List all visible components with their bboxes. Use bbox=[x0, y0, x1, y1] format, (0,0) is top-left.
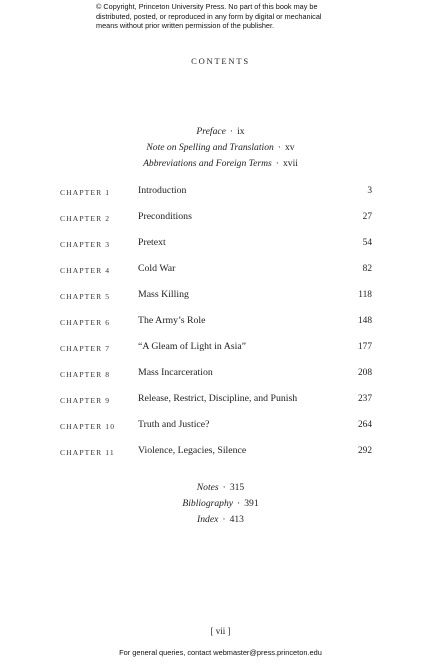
chapter-title: Release, Restrict, Discipline, and Punish bbox=[138, 393, 298, 404]
chapter-label: CHAPTER 6 bbox=[60, 318, 111, 327]
front-matter-title: Note on Spelling and Translation bbox=[146, 142, 274, 153]
chapter-row[interactable] bbox=[0, 211, 441, 237]
chapter-title: Mass Killing bbox=[138, 289, 189, 300]
chapter-title: Violence, Legacies, Silence bbox=[138, 445, 247, 456]
separator-dot: · bbox=[275, 158, 279, 169]
chapter-title: Truth and Justice? bbox=[138, 419, 210, 430]
chapter-label: CHAPTER 10 bbox=[60, 422, 116, 431]
chapter-title: Pretext bbox=[138, 237, 166, 248]
copyright-line: © Copyright, Princeton University Press. No part of this book may be bbox=[96, 2, 318, 11]
chapter-page: 148 bbox=[357, 316, 372, 326]
back-matter-title: Index bbox=[197, 514, 219, 525]
back-matter-item[interactable] bbox=[0, 496, 441, 512]
back-matter-page: 391 bbox=[244, 498, 259, 509]
chapter-row[interactable] bbox=[0, 185, 441, 211]
front-matter-title: Preface bbox=[196, 126, 226, 137]
chapter-row[interactable] bbox=[0, 263, 441, 289]
chapter-label: CHAPTER 7 bbox=[60, 344, 111, 353]
chapter-row[interactable] bbox=[0, 393, 441, 419]
chapter-page: 3 bbox=[367, 186, 372, 196]
chapter-page: 237 bbox=[357, 394, 372, 404]
separator-dot: · bbox=[222, 482, 226, 493]
front-matter-page: ix bbox=[237, 126, 245, 137]
back-matter-item[interactable] bbox=[0, 512, 441, 528]
footer-contact: For general queries, contact webmaster@press.princeton.edu bbox=[119, 648, 322, 657]
chapter-title: Cold War bbox=[138, 263, 176, 274]
chapter-row[interactable] bbox=[0, 367, 441, 393]
front-matter-item[interactable] bbox=[0, 156, 441, 172]
front-matter-list bbox=[0, 124, 441, 172]
separator-dot: · bbox=[229, 126, 234, 137]
chapter-title: The Army’s Role bbox=[138, 315, 206, 326]
chapter-list bbox=[0, 185, 441, 471]
separator-dot: · bbox=[237, 498, 241, 509]
chapter-row[interactable] bbox=[0, 315, 441, 341]
chapter-label: CHAPTER 11 bbox=[60, 448, 115, 457]
contents-heading: CONTENTS bbox=[191, 56, 250, 66]
chapter-label: CHAPTER 5 bbox=[60, 292, 111, 301]
chapter-title: Preconditions bbox=[138, 211, 192, 222]
chapter-label: CHAPTER 4 bbox=[60, 266, 111, 275]
chapter-page: 177 bbox=[357, 342, 372, 352]
copyright-line: distributed, posted, or reproduced in any form by digital or mechanical bbox=[96, 11, 322, 21]
chapter-row[interactable] bbox=[0, 445, 441, 471]
back-matter-title: Notes bbox=[196, 482, 219, 493]
chapter-page: 82 bbox=[362, 264, 372, 274]
chapter-label: CHAPTER 8 bbox=[60, 370, 111, 379]
chapter-page: 292 bbox=[357, 446, 372, 456]
front-matter-title: Abbreviations and Foreign Terms bbox=[143, 158, 272, 169]
back-matter-page: 413 bbox=[229, 514, 244, 525]
back-matter-page: 315 bbox=[229, 482, 245, 493]
front-matter-page: xv bbox=[285, 142, 295, 153]
copyright-line: means without prior written permission of the publisher. bbox=[96, 21, 275, 31]
separator-dot: · bbox=[277, 142, 281, 153]
copyright-notice bbox=[96, 2, 366, 31]
separator-dot: · bbox=[222, 514, 226, 525]
chapter-title: “A Gleam of Light in Asia” bbox=[138, 341, 247, 352]
chapter-page: 264 bbox=[357, 420, 372, 430]
chapter-label: CHAPTER 9 bbox=[60, 396, 111, 405]
back-matter-list bbox=[0, 480, 441, 528]
chapter-row[interactable] bbox=[0, 419, 441, 445]
front-matter-item[interactable] bbox=[0, 140, 441, 156]
front-matter-item[interactable] bbox=[0, 124, 441, 140]
chapter-label: CHAPTER 2 bbox=[60, 214, 111, 223]
chapter-title: Mass Incarceration bbox=[138, 367, 213, 378]
chapter-page: 27 bbox=[362, 212, 372, 222]
chapter-label: CHAPTER 3 bbox=[60, 240, 111, 249]
chapter-title: Introduction bbox=[138, 185, 187, 196]
chapter-page: 118 bbox=[358, 290, 372, 300]
chapter-page: 54 bbox=[362, 238, 372, 248]
chapter-row[interactable] bbox=[0, 237, 441, 263]
back-matter-item[interactable] bbox=[0, 480, 441, 496]
front-matter-page: xvii bbox=[282, 158, 298, 169]
back-matter-title: Bibliography bbox=[182, 498, 234, 509]
chapter-label: CHAPTER 1 bbox=[60, 188, 111, 197]
chapter-page: 208 bbox=[357, 368, 372, 378]
chapter-row[interactable] bbox=[0, 289, 441, 315]
page-number: [ vii ] bbox=[210, 626, 231, 636]
chapter-row[interactable] bbox=[0, 341, 441, 367]
